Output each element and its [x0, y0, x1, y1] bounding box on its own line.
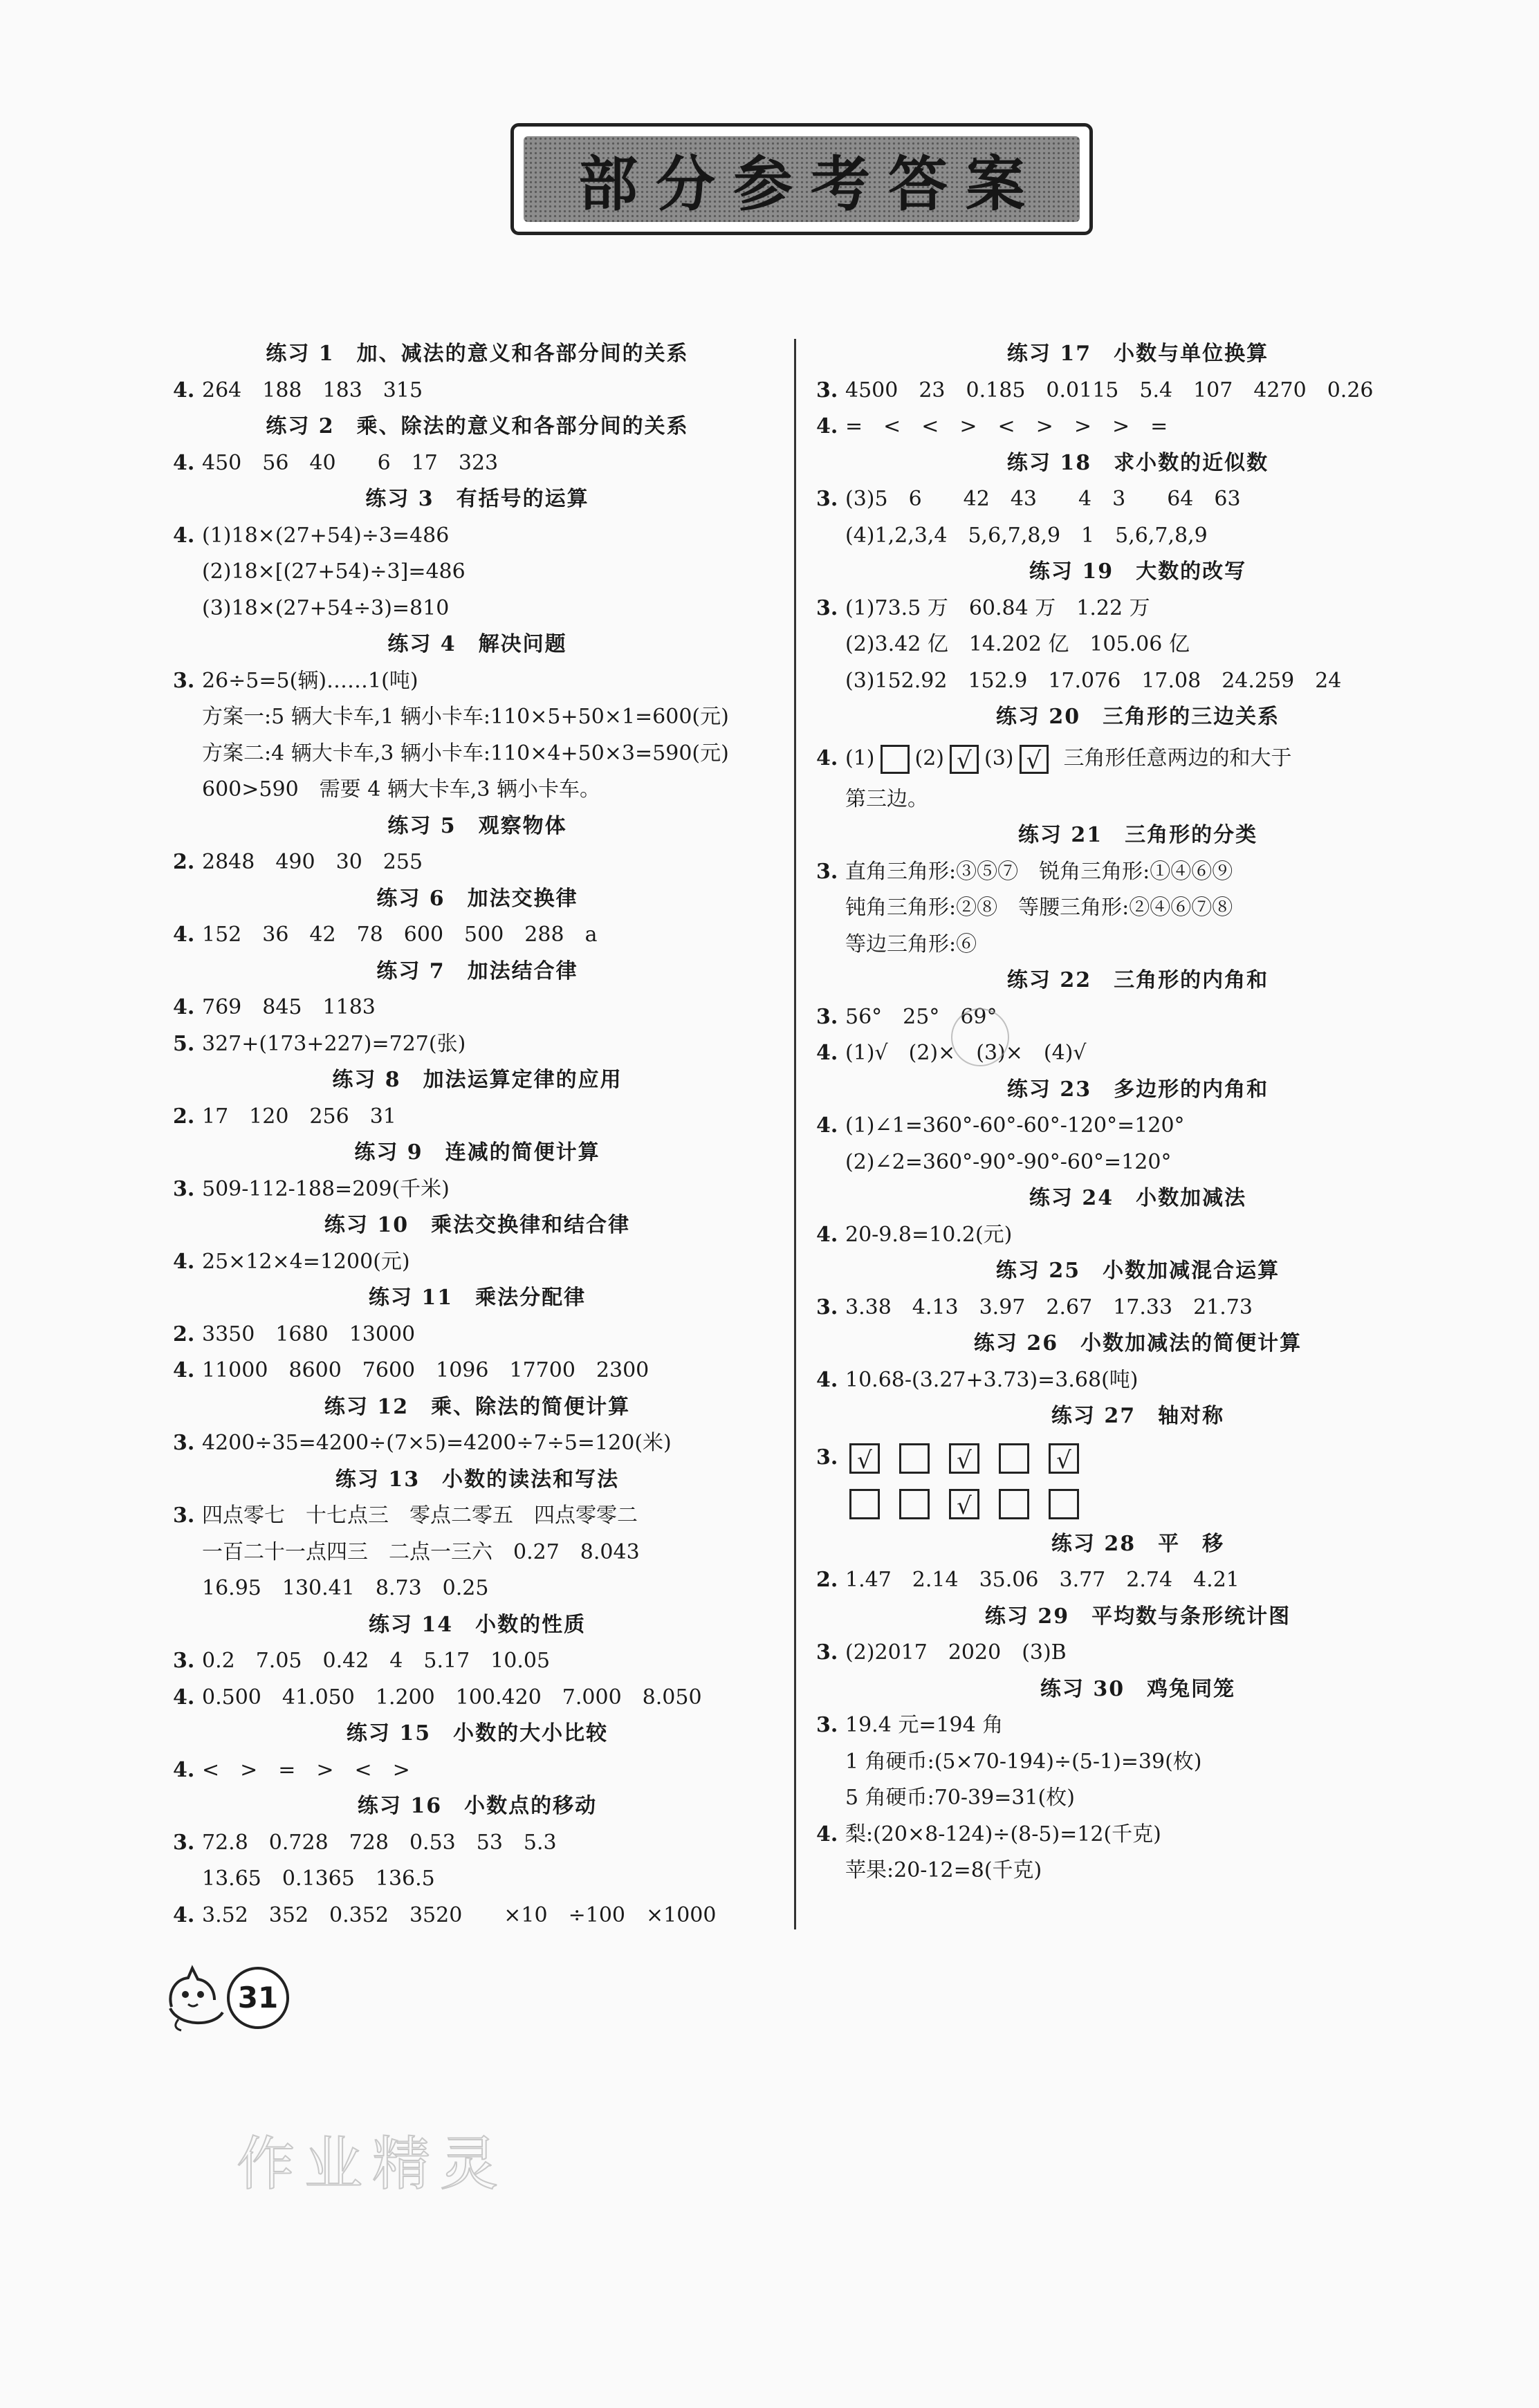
section-heading: 练习 20 三角形的三边关系: [995, 705, 1280, 729]
question-number: 3.: [173, 1503, 195, 1528]
page-title: 部分参考答案: [578, 150, 1043, 219]
answer-line: [816, 1635, 1459, 1671]
question-number: 4.: [816, 1222, 838, 1247]
section-heading: 练习 21 三角形的分类: [1017, 823, 1258, 847]
answer-line: [816, 373, 1459, 409]
answer-continuation: 方案一:5 辆大卡车,1 辆小卡车:110×5+50×1=600(元): [202, 705, 729, 729]
question-number: 4.: [173, 1249, 195, 1274]
answer-checkbox: √: [1020, 745, 1049, 774]
answer-continuation: 16.95 130.41 8.73 0.25: [202, 1576, 489, 1600]
answer-text: 17 120 256 31: [202, 1104, 396, 1129]
answer-line: [173, 844, 782, 881]
section-heading: 练习 15 小数的大小比较: [346, 1721, 609, 1745]
answer-text: 10.68-(3.27+3.73)=3.68(吨): [845, 1367, 1139, 1392]
answer-line: [816, 1362, 1459, 1399]
question-number: 3.: [816, 378, 838, 402]
answer-text: (3)5 6 42 43 4 3 64 63: [845, 487, 1241, 511]
answer-text: 3.38 4.13 3.97 2.67 17.33 21.73: [845, 1295, 1253, 1319]
right-answer-column: [816, 336, 1459, 1889]
answer-line: [816, 1562, 1459, 1599]
answer-checkbox: √: [949, 1489, 979, 1519]
answer-text: 769 845 1183: [202, 995, 376, 1019]
question-number: 4.: [816, 414, 838, 438]
section-heading: 练习 11 乘法分配律: [368, 1286, 587, 1310]
question-number: 5.: [173, 1031, 195, 1056]
answer-text: 327+(173+227)=727(张): [202, 1031, 466, 1056]
section-heading: 练习 23 多边形的内角和: [1006, 1077, 1269, 1102]
answer-line: [173, 1026, 782, 1063]
answer-continuation: 钝角三角形:②⑧ 等腰三角形:②④⑥⑦⑧: [845, 896, 1233, 920]
answer-text: = < < > < > > > =: [845, 414, 1168, 438]
section-heading: 练习 28 平 移: [1051, 1531, 1225, 1556]
section-heading: 练习 16 小数点的移动: [357, 1794, 598, 1818]
answer-continuation: 苹果:20-12=8(千克): [845, 1858, 1042, 1882]
question-number: 3.: [816, 859, 838, 884]
section-heading: 练习 10 乘法交换律和结合律: [324, 1213, 631, 1237]
section-heading: 练习 3 有括号的运算: [365, 487, 589, 511]
answer-line: [173, 1680, 782, 1716]
answer-continuation: 方案二:4 辆大卡车,3 辆小卡车:110×4+50×3=590(元): [202, 741, 729, 766]
section-heading: 练习 4 解决问题: [387, 632, 567, 656]
answer-text: 56° 25° 69°: [845, 1004, 997, 1029]
answer-text: 四点零七 十七点三 零点二零五 四点零零二: [202, 1503, 638, 1528]
question-number: 4.: [816, 1822, 838, 1846]
question-number: 3.: [173, 1649, 195, 1673]
question-number: 4.: [173, 1358, 195, 1382]
answer-line: [173, 1317, 782, 1353]
answer-continuation: 第三边。: [845, 786, 928, 811]
title-banner-background: [524, 136, 1080, 222]
answer-text: 3350 1680 13000: [202, 1322, 416, 1346]
answer-checkbox: √: [949, 1443, 979, 1474]
answer-checkbox: [999, 1443, 1029, 1474]
answer-text: (1)∠1=360°-60°-60°-120°=120°: [845, 1113, 1185, 1138]
page-number-badge: [165, 1964, 303, 2033]
section-heading: 练习 6 加法交换律: [376, 886, 578, 911]
answer-text: 19.4 元=194 角: [845, 1713, 1004, 1737]
question-number: 3.: [816, 487, 838, 511]
answer-line: [173, 1643, 782, 1680]
section-heading: 练习 1 加、减法的意义和各部分间的关系: [266, 342, 689, 366]
section-heading: 练习 26 小数加减法的简便计算: [973, 1331, 1302, 1355]
answer-line: [173, 373, 782, 409]
answer-text: 450 56 40 6 17 323: [202, 450, 499, 475]
section-heading: 练习 13 小数的读法和写法: [335, 1467, 620, 1492]
page-number: 31: [227, 1967, 289, 2029]
answer-text: 152 36 42 78 600 500 288 a: [202, 923, 598, 947]
answer-continuation: 等边三角形:⑥: [845, 932, 977, 956]
answer-checkbox: √: [849, 1443, 880, 1474]
answer-text: 0.500 41.050 1.200 100.420 7.000 8.050: [202, 1685, 702, 1710]
section-heading: 练习 9 连减的简便计算: [354, 1140, 600, 1165]
answer-continuation: (2)3.42 亿 14.202 亿 105.06 亿: [845, 632, 1190, 656]
checkbox-row: [816, 1435, 1459, 1481]
answer-text: 26÷5=5(辆)……1(吨): [202, 668, 418, 693]
question-number: 4.: [173, 923, 195, 947]
watermark-text: 作业精灵: [237, 2130, 508, 2198]
answer-text: (1)18×(27+54)÷3=486: [202, 523, 450, 548]
answer-text: 11000 8600 7600 1096 17700 2300: [202, 1358, 649, 1382]
question-number: 4.: [816, 1367, 838, 1392]
answer-checkbox: [899, 1489, 930, 1519]
answer-text: 梨:(20×8-124)÷(8-5)=12(千克): [845, 1822, 1161, 1846]
option-label: (1): [845, 745, 875, 770]
answer-text: 2848 490 30 255: [202, 850, 423, 874]
answer-continuation: (2)18×[(27+54)÷3]=486: [202, 559, 466, 584]
answer-text: < > = > < >: [202, 1757, 410, 1782]
answer-line: [173, 445, 782, 482]
answer-continuation: (4)1,2,3,4 5,6,7,8,9 1 5,6,7,8,9: [845, 523, 1208, 548]
option-label: (2): [914, 745, 944, 770]
question-number: 4.: [816, 1041, 838, 1065]
question-number: 4.: [173, 450, 195, 475]
checkbox-row: [816, 1481, 1459, 1526]
answer-checkbox: [899, 1443, 930, 1474]
answer-line: [816, 1707, 1459, 1744]
answer-line: [816, 999, 1459, 1036]
answer-checkbox: [999, 1489, 1029, 1519]
answer-continuation: 600>590 需要 4 辆大卡车,3 辆小卡车。: [202, 777, 600, 802]
answer-line: [173, 1898, 782, 1934]
answer-text: 72.8 0.728 728 0.53 53 5.3: [202, 1830, 557, 1855]
question-number: 4.: [173, 1757, 195, 1782]
faint-stamp-icon: [951, 1008, 1009, 1066]
question-number: 2.: [173, 850, 195, 874]
question-number: 3.: [173, 1176, 195, 1201]
question-number: 3.: [816, 595, 838, 620]
question-number: 3.: [173, 668, 195, 693]
answer-continuation: 一百二十一点四三 二点一三六 0.27 8.043: [202, 1539, 640, 1564]
answer-text: 264 188 183 315: [202, 378, 423, 402]
answer-text: 三角形任意两边的和大于: [1063, 745, 1292, 770]
section-heading: 练习 18 求小数的近似数: [1006, 450, 1269, 475]
question-number: 3.: [816, 1445, 838, 1470]
answer-text: (1)√ (2)× (3)× (4)√: [845, 1041, 1087, 1065]
answer-text: 25×12×4=1200(元): [202, 1249, 410, 1274]
answer-text: 4200÷35=4200÷(7×5)=4200÷7÷5=120(米): [202, 1431, 672, 1455]
answer-line: [816, 591, 1459, 627]
answer-line: [173, 1353, 782, 1389]
answer-continuation: 5 角硬币:70-39=31(枚): [845, 1786, 1075, 1810]
answer-line: [173, 518, 782, 555]
answer-line: [173, 663, 782, 700]
answer-line: [173, 1171, 782, 1208]
option-label: (3): [984, 745, 1014, 770]
section-heading: 练习 30 鸡兔同笼: [1040, 1676, 1236, 1701]
question-number: 3.: [816, 1640, 838, 1665]
section-heading: 练习 17 小数与单位换算: [1006, 342, 1269, 366]
question-number: 4.: [816, 745, 838, 770]
answer-line: [816, 409, 1459, 445]
title-banner: [510, 123, 1093, 235]
answer-line: [173, 1425, 782, 1462]
question-number: 2.: [173, 1104, 195, 1129]
question-number: 3.: [173, 1431, 195, 1455]
answer-text: 0.2 7.05 0.42 4 5.17 10.05: [202, 1649, 551, 1673]
section-heading: 练习 14 小数的性质: [368, 1612, 587, 1637]
question-number: 3.: [816, 1295, 838, 1319]
answer-text: 3.52 352 0.352 3520 ×10 ÷100 ×1000: [202, 1902, 717, 1927]
section-heading: 练习 24 小数加减法: [1029, 1186, 1247, 1210]
question-number: 3.: [816, 1713, 838, 1737]
answer-line: [173, 1825, 782, 1862]
answer-line: [816, 1035, 1459, 1072]
answer-line: [173, 990, 782, 1026]
answer-line: [173, 1498, 782, 1535]
answer-checkbox: √: [950, 745, 979, 774]
question-number: 4.: [173, 1685, 195, 1710]
answer-line-with-boxes: [816, 736, 1459, 781]
answer-line: [816, 481, 1459, 518]
answer-text: (1)73.5 万 60.84 万 1.22 万: [845, 595, 1150, 620]
answer-checkbox: [1049, 1489, 1079, 1519]
answer-line: [173, 1099, 782, 1136]
question-number: 4.: [173, 378, 195, 402]
answer-text: 509-112-188=209(千米): [202, 1176, 450, 1201]
answer-continuation: (3)152.92 152.9 17.076 17.08 24.259 24: [845, 668, 1342, 693]
cat-mascot-icon: [165, 1964, 234, 2033]
answer-line: [816, 854, 1459, 891]
answer-line: [173, 917, 782, 954]
answer-line: [173, 1752, 782, 1789]
question-number: 2.: [173, 1322, 195, 1346]
answer-line: [173, 1244, 782, 1281]
question-number: 4.: [173, 1902, 195, 1927]
section-heading: 练习 27 轴对称: [1051, 1404, 1225, 1428]
section-heading: 练习 2 乘、除法的意义和各部分间的关系: [266, 414, 689, 438]
answer-checkbox: [849, 1489, 880, 1519]
section-heading: 练习 5 观察物体: [387, 813, 567, 838]
answer-text: (2)2017 2020 (3)B: [845, 1640, 1067, 1665]
section-heading: 练习 29 平均数与条形统计图: [984, 1604, 1291, 1629]
section-heading: 练习 12 乘、除法的简便计算: [324, 1394, 631, 1419]
answer-line: [816, 1290, 1459, 1326]
answer-text: 20-9.8=10.2(元): [845, 1222, 1013, 1247]
answer-line: [816, 1108, 1459, 1145]
question-number: 4.: [173, 995, 195, 1019]
section-heading: 练习 19 大数的改写: [1029, 559, 1247, 584]
question-number: 3.: [816, 1004, 838, 1029]
question-number: 4.: [816, 1113, 838, 1138]
question-number: 3.: [173, 1830, 195, 1855]
answer-checkbox: [881, 745, 910, 774]
answer-continuation: (2)∠2=360°-90°-90°-60°=120°: [845, 1149, 1172, 1174]
answer-checkbox: √: [1049, 1443, 1079, 1474]
answer-line: [816, 1217, 1459, 1254]
section-heading: 练习 7 加法结合律: [376, 958, 578, 983]
answer-continuation: 13.65 0.1365 136.5: [202, 1867, 435, 1891]
question-number: 4.: [173, 523, 195, 548]
column-divider: [794, 339, 796, 1929]
question-number: 2.: [816, 1568, 838, 1592]
answer-line: [816, 1817, 1459, 1853]
section-heading: 练习 22 三角形的内角和: [1006, 968, 1269, 992]
answer-text: 4500 23 0.185 0.0115 5.4 107 4270 0.26: [845, 378, 1374, 402]
answer-continuation: (3)18×(27+54÷3)=810: [202, 595, 450, 620]
section-heading: 练习 8 加法运算定律的应用: [332, 1068, 623, 1092]
left-answer-column: [173, 336, 782, 1934]
section-heading: 练习 25 小数加减混合运算: [995, 1259, 1280, 1283]
answer-text: 1.47 2.14 35.06 3.77 2.74 4.21: [845, 1568, 1240, 1592]
answer-continuation: 1 角硬币:(5×70-194)÷(5-1)=39(枚): [845, 1749, 1202, 1774]
answer-text: 直角三角形:③⑤⑦ 锐角三角形:①④⑥⑨: [845, 859, 1233, 884]
